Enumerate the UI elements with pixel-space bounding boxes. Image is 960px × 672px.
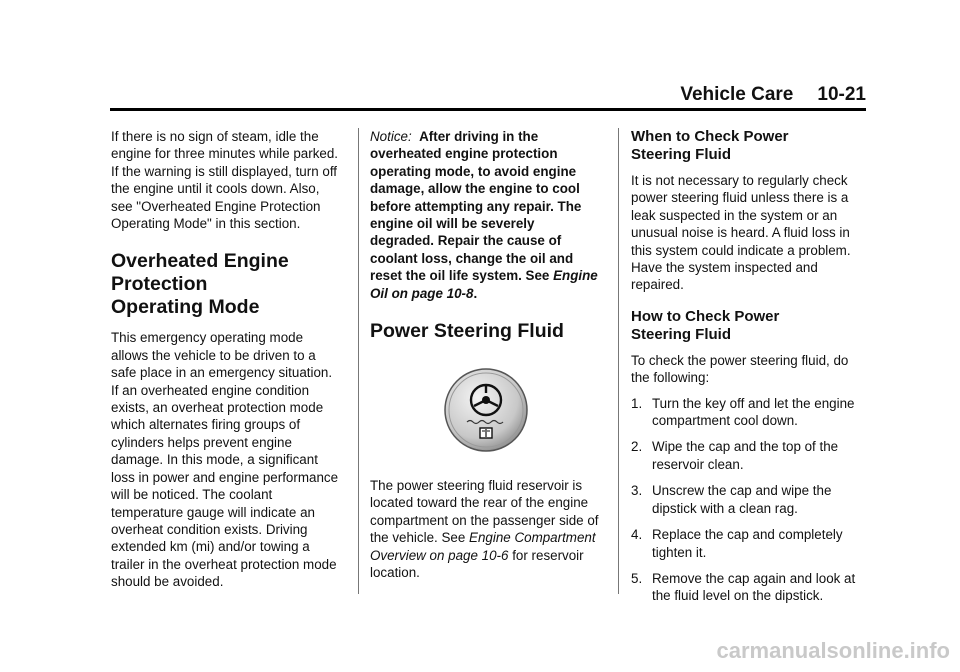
watermark: carmanualsonline.info	[716, 638, 950, 663]
notice: Notice: After driving in the overheated engine protection operating mode, to avoid engine damage, allow the engine to cool before attempting any repair. The engine oil will be severely degraded. Repair the cause of coolant loss, change the oil and reset the oil life system. See Engine Oil on page 10-8.	[370, 129, 598, 301]
subheading-how-to-check: How to Check Power Steering Fluid	[631, 307, 780, 343]
list-item: 1. Turn the key off and let the engine compartment cool down.	[631, 395, 855, 429]
list-item: 5. Remove the cap again and look at the fluid level on the dipstick.	[631, 570, 856, 604]
paragraph: To check the power steering fluid, do the following:	[631, 352, 849, 386]
list-item: 2. Wipe the cap and the top of the reservoir clean.	[631, 439, 839, 472]
paragraph: The power steering fluid reservoir is located toward the rear of the engine compartment on the passenger side of the vehicle. See Engine Compartment Overview on page 10-6 for reservoir location.	[370, 478, 599, 581]
paragraph: If there is no sign of steam, idle the engine for three minutes while parked. If the warning is still displayed, turn off the engine until it cools down. Also, see "Overheated Engine Protection Operating Mode" in this section.	[111, 129, 339, 232]
page-number: 10-21	[817, 84, 866, 105]
list-item: 3. Unscrew the cap and wipe the dipstick with a clean rag.	[631, 483, 832, 516]
steps-list	[631, 395, 863, 605]
column-divider	[618, 128, 619, 594]
column-right	[631, 128, 863, 614]
notice-text: After driving in the overheated engine protection operating mode, to avoid engine damage, allow the engine to cool before attempting any repair. The engine oil will be severely degraded. Repair the cause of coolant loss, change the oil and reset the oil life system. See	[370, 129, 582, 284]
section-heading-power-steering: Power Steering Fluid	[370, 320, 564, 343]
list-item: 4. Replace the cap and completely tighten it.	[631, 527, 843, 560]
page-header	[110, 84, 866, 106]
paragraph: This emergency operating mode allows the vehicle to be driven to a safe place in an emergency situation. If an overheated engine condition exists, an overheat protection mode which alternates firing groups of cylinders helps prevent engine damage. In this mode, a significant loss in power and engine performance will be noticed. The coolant temperature gauge will indicate an overheat condition exists. Driving extended km (mi) and/or towing a trailer in the overheat protection mode should be avoided.	[111, 330, 339, 590]
notice-link[interactable]: Engine Oil on page 10-8	[370, 268, 598, 301]
column-divider	[358, 128, 359, 594]
notice-label: Notice:	[370, 129, 412, 144]
section-heading-overheated: Overheated Engine Protection Operating Mode	[111, 250, 289, 319]
subheading-when-to-check: When to Check Power Steering Fluid	[631, 128, 789, 163]
power-steering-fluid-cap-icon	[370, 367, 602, 453]
column-left	[111, 128, 343, 591]
paragraph: It is not necessary to regularly check power steering fluid unless there is a leak suspected in the system or an unusual noise is heard. A fluid loss in this system could indicate a problem. Have the system inspected and repaired.	[631, 173, 851, 293]
column-middle	[370, 128, 602, 582]
engine-compartment-link[interactable]: Engine Compartment Overview on page 10-6	[370, 530, 596, 563]
section-title: Vehicle Care	[680, 84, 794, 105]
header-rule	[110, 108, 866, 111]
